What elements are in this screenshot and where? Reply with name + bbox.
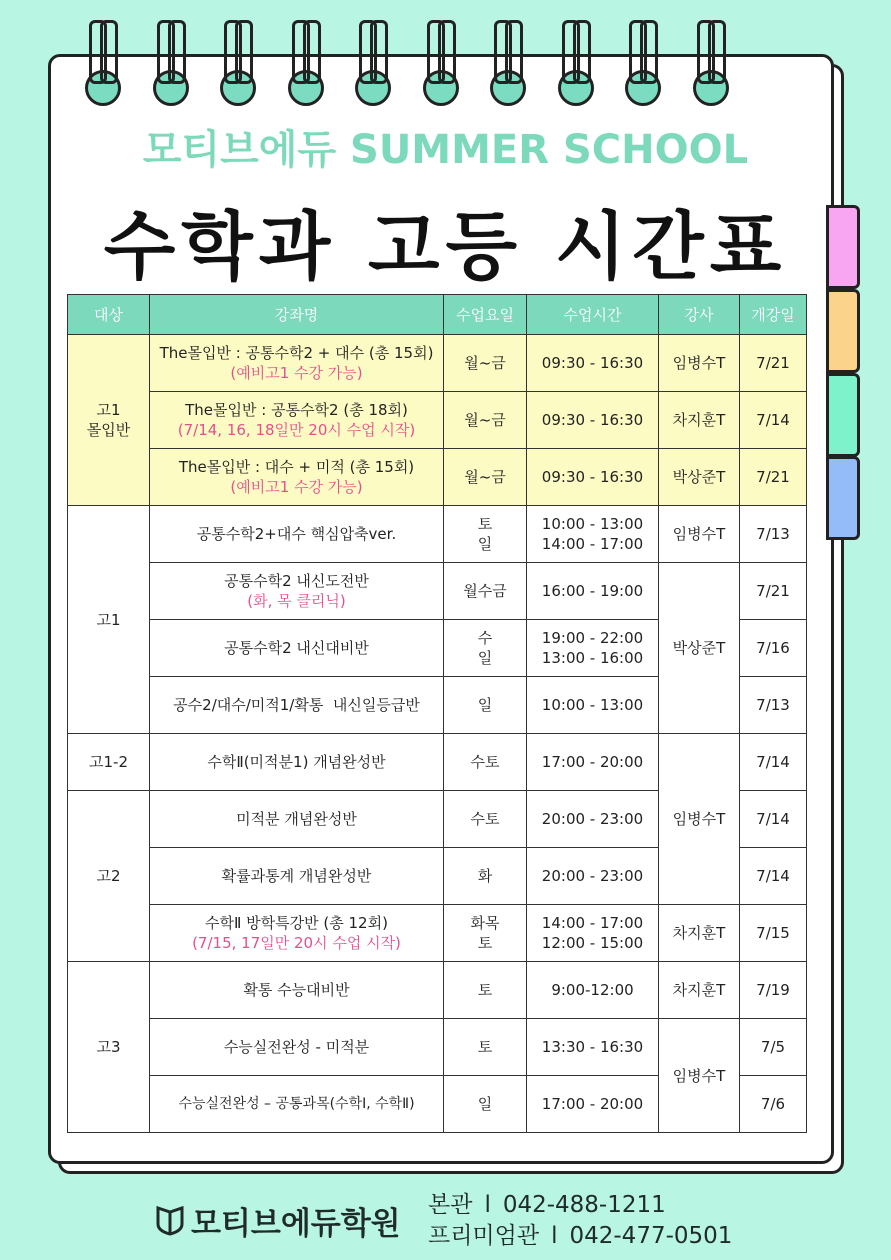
spiral-ring <box>427 20 453 96</box>
days-cell: 월~금 <box>444 449 527 506</box>
spiral-ring <box>629 20 655 96</box>
days-cell: 월~금 <box>444 392 527 449</box>
target-cell: 고1-2 <box>68 734 150 791</box>
start-date-cell: 7/14 <box>740 848 807 905</box>
course-note: (7/14, 16, 18일만 20시 수업 시작) <box>177 421 416 439</box>
spiral-ring <box>292 20 318 96</box>
course-cell: 공통수학2 내신대비반 <box>150 620 444 677</box>
table-row <box>68 962 807 1019</box>
time-cell: 13:30 - 16:30 <box>527 1019 659 1076</box>
course-note: (7/15, 17일만 20시 수업 시작) <box>192 934 401 952</box>
start-date-cell: 7/19 <box>740 962 807 1019</box>
course-cell: 수학Ⅱ 방학특강반 (총 12회) (7/15, 17일만 20시 수업 시작) <box>150 905 444 962</box>
header-teacher: 강사 <box>659 295 740 335</box>
days-cell: 토 <box>444 1019 527 1076</box>
time-cell: 09:30 - 16:30 <box>527 392 659 449</box>
index-tab <box>826 373 860 457</box>
course-cell: 확통 수능대비반 <box>150 962 444 1019</box>
days-cell: 화 <box>444 848 527 905</box>
days-cell: 일 <box>444 1076 527 1133</box>
start-date-cell: 7/14 <box>740 791 807 848</box>
course-cell: 수능실전완성 - 미적분 <box>150 1019 444 1076</box>
spiral-ring <box>562 20 588 96</box>
time-cell: 17:00 - 20:00 <box>527 734 659 791</box>
table-row <box>68 506 807 563</box>
header-target: 대상 <box>68 295 150 335</box>
contact-info <box>428 1190 732 1252</box>
header-start-date: 개강일 <box>740 295 807 335</box>
course-cell: The몰입반 : 대수 + 미적 (총 15회) (예비고1 수강 가능) <box>150 449 444 506</box>
page-title: 수학과 고등 시간표 <box>103 204 788 290</box>
phone-number: 042-477-0501 <box>569 1223 733 1249</box>
time-cell: 20:00 - 23:00 <box>527 848 659 905</box>
course-note: (예비고1 수강 가능) <box>230 478 363 496</box>
contact-line-main: 본관 l 042-488-1211 <box>428 1192 666 1218</box>
start-date-cell: 7/13 <box>740 506 807 563</box>
teacher-cell: 박상준T <box>659 563 740 734</box>
index-tab <box>826 456 860 540</box>
book-shield-icon <box>155 1204 185 1236</box>
header-course: 강좌명 <box>150 295 444 335</box>
time-cell: 19:00 - 22:00 13:00 - 16:00 <box>527 620 659 677</box>
time-cell: 9:00-12:00 <box>527 962 659 1019</box>
days-cell: 월수금 <box>444 563 527 620</box>
course-cell: 공통수학2 내신도전반 (화, 목 클리닉) <box>150 563 444 620</box>
spiral-ring <box>89 20 115 96</box>
table-row <box>68 335 807 392</box>
days-cell: 수토 <box>444 791 527 848</box>
spiral-ring <box>494 20 520 96</box>
course-cell: 공통수학2+대수 핵심압축ver. <box>150 506 444 563</box>
start-date-cell: 7/21 <box>740 563 807 620</box>
days-cell: 수토 <box>444 734 527 791</box>
days-cell: 월~금 <box>444 335 527 392</box>
time-cell: 10:00 - 13:00 14:00 - 17:00 <box>527 506 659 563</box>
days-cell: 화목 토 <box>444 905 527 962</box>
start-date-cell: 7/15 <box>740 905 807 962</box>
table-row <box>68 392 807 449</box>
start-date-cell: 7/6 <box>740 1076 807 1133</box>
teacher-cell: 차지훈T <box>659 905 740 962</box>
contact-line-premium: 프리미엄관 l 042-477-0501 <box>428 1223 733 1249</box>
phone-number: 042-488-1211 <box>502 1192 666 1218</box>
index-tab <box>826 289 860 373</box>
target-cell: 고3 <box>68 962 150 1133</box>
spiral-ring <box>359 20 385 96</box>
days-cell: 일 <box>444 677 527 734</box>
time-cell: 09:30 - 16:30 <box>527 335 659 392</box>
course-cell: 공수2/대수/미적1/확통 내신일등급반 <box>150 677 444 734</box>
teacher-cell: 박상준T <box>659 449 740 506</box>
footer-logo-text: 모티브에듀학원 <box>191 1205 401 1242</box>
table-row <box>68 449 807 506</box>
start-date-cell: 7/14 <box>740 392 807 449</box>
spiral-ring <box>697 20 723 96</box>
course-cell: 수학Ⅱ(미적분1) 개념완성반 <box>150 734 444 791</box>
teacher-cell: 차지훈T <box>659 962 740 1019</box>
start-date-cell: 7/14 <box>740 734 807 791</box>
header-time: 수업시간 <box>527 295 659 335</box>
branch-name: 본관 <box>428 1192 473 1218</box>
target-cell: 고2 <box>68 791 150 962</box>
teacher-cell: 차지훈T <box>659 392 740 449</box>
course-cell: The몰입반 : 공통수학2 + 대수 (총 15회) (예비고1 수강 가능) <box>150 335 444 392</box>
target-cell: 고1 몰입반 <box>68 335 150 506</box>
time-cell: 09:30 - 16:30 <box>527 449 659 506</box>
spiral-ring <box>224 20 250 96</box>
time-cell: 14:00 - 17:00 12:00 - 15:00 <box>527 905 659 962</box>
branch-name: 프리미엄관 <box>428 1223 540 1249</box>
course-note: (화, 목 클리닉) <box>247 592 346 610</box>
teacher-cell: 임병수T <box>659 506 740 563</box>
table-header-row <box>68 295 807 335</box>
header-days: 수업요일 <box>444 295 527 335</box>
start-date-cell: 7/13 <box>740 677 807 734</box>
time-cell: 10:00 - 13:00 <box>527 677 659 734</box>
course-note: (예비고1 수강 가능) <box>230 364 363 382</box>
table-row <box>68 734 807 791</box>
course-cell: The몰입반 : 공통수학2 (총 18회) (7/14, 16, 18일만 20시 수업 시작) <box>150 392 444 449</box>
days-cell: 토 <box>444 962 527 1019</box>
table-row <box>68 905 807 962</box>
time-cell: 20:00 - 23:00 <box>527 791 659 848</box>
start-date-cell: 7/21 <box>740 449 807 506</box>
footer-logo <box>155 1198 401 1242</box>
start-date-cell: 7/5 <box>740 1019 807 1076</box>
course-cell: 수능실전완성 – 공통과목(수학Ⅰ, 수학Ⅱ) <box>150 1076 444 1133</box>
spiral-ring <box>157 20 183 96</box>
timetable <box>67 294 807 1133</box>
target-cell: 고1 <box>68 506 150 734</box>
table-row <box>68 1019 807 1076</box>
teacher-cell: 임병수T <box>659 335 740 392</box>
course-cell: 확률과통계 개념완성반 <box>150 848 444 905</box>
days-cell: 수 일 <box>444 620 527 677</box>
course-cell: 미적분 개념완성반 <box>150 791 444 848</box>
page-subtitle: 모티브에듀 SUMMER SCHOOL <box>142 127 749 173</box>
days-cell: 토 일 <box>444 506 527 563</box>
start-date-cell: 7/21 <box>740 335 807 392</box>
teacher-cell: 임병수T <box>659 1019 740 1133</box>
teacher-cell: 임병수T <box>659 734 740 905</box>
time-cell: 16:00 - 19:00 <box>527 563 659 620</box>
start-date-cell: 7/16 <box>740 620 807 677</box>
time-cell: 17:00 - 20:00 <box>527 1076 659 1133</box>
table-row <box>68 563 807 620</box>
